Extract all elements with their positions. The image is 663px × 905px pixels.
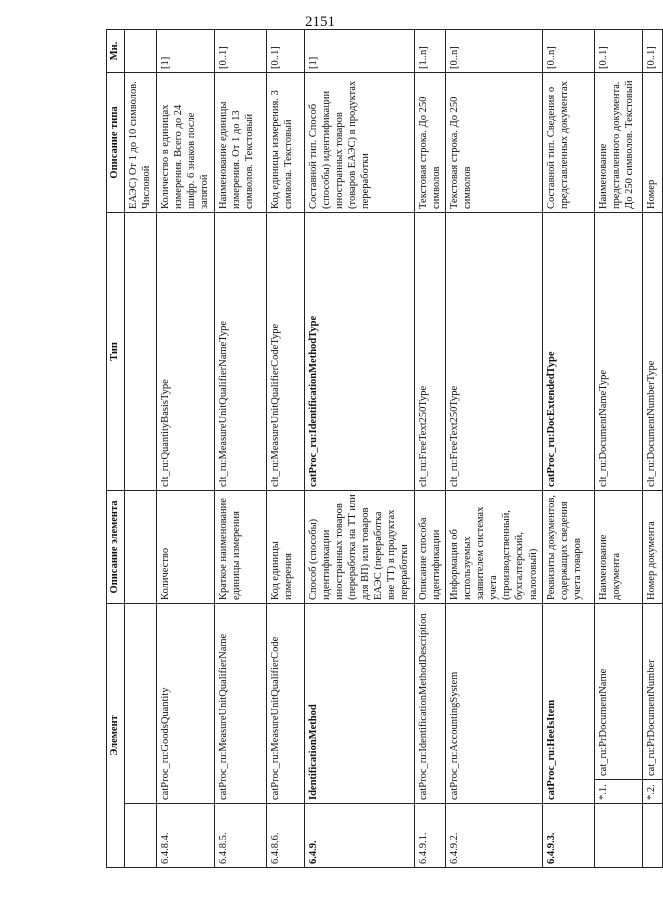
table-row	[445, 29, 542, 867]
cell-type-description: ЕАЭС) От 1 до 10 символов. Числовой	[125, 72, 157, 212]
cell-number	[125, 804, 157, 868]
cell-multiplicity	[125, 29, 157, 72]
cell-type-description: Текстовая строка. До 250 символов	[445, 72, 542, 212]
cell-element	[125, 603, 157, 803]
cell-element: catProc_ru:IdentificationMethodDescription	[414, 603, 445, 803]
elements-table	[106, 29, 663, 868]
cell-number	[642, 804, 662, 868]
table-row	[304, 29, 414, 867]
cell-element: catProc_ru:HeeIsItem	[542, 603, 594, 803]
cell-element: cat_ru:PrDocumentName	[594, 603, 642, 779]
cell-type-description: Номер	[642, 72, 662, 212]
cell-multiplicity: [0..1]	[214, 29, 266, 72]
cell-multiplicity: [0..1]	[642, 29, 662, 72]
cell-type	[125, 212, 157, 490]
cell-type-description: Наименование представленного документа. До 250 символов. Текстовый	[594, 72, 642, 212]
cell-number: 6.4.8.6.	[266, 804, 304, 868]
cell-multiplicity: [1..n]	[414, 29, 445, 72]
cell-multiplicity: [0..1]	[266, 29, 304, 72]
header-description: Описание элемента	[107, 490, 125, 603]
cell-description: Номер документа	[642, 490, 662, 603]
cell-element: catProc_ru:AccountingSystem	[445, 603, 542, 803]
table-row	[125, 29, 157, 867]
cell-type: clt_ru:FreeText250Type	[414, 212, 445, 490]
header-multiplicity: Мн.	[107, 29, 125, 72]
cell-subnumber: *.1.	[594, 780, 642, 804]
cell-type-description: Наименование единицы измерения. От 1 до 13 символов. Текстовый	[214, 72, 266, 212]
cell-type: clt_ru:MeasureUnitQualifierCodeType	[266, 212, 304, 490]
cell-description: Способ (способы) идентификации иностранных товаров (переработка на ТТ или для ВП) или товаров ЕАЭС (переработка вне ТТ) в продуктах переработки	[304, 490, 414, 603]
cell-number: 6.4.9.	[304, 804, 414, 868]
table-row	[594, 29, 642, 867]
table-row	[542, 29, 594, 867]
cell-description: Количество	[157, 490, 215, 603]
table-row	[642, 29, 662, 867]
cell-number: 6.4.8.5.	[214, 804, 266, 868]
cell-type: clt_ru:MeasureUnitQualifierNameType	[214, 212, 266, 490]
header-element: Элемент	[107, 603, 125, 867]
cell-number: 6.4.8.4.	[157, 804, 215, 868]
cell-multiplicity: [1]	[304, 29, 414, 72]
cell-number: 6.4.9.1.	[414, 804, 445, 868]
cell-type-description: Текстовая строка. До 250 символов	[414, 72, 445, 212]
cell-multiplicity: [0..1]	[594, 29, 642, 72]
cell-element: IdentificationMethod	[304, 603, 414, 803]
cell-description: Информация об используемых заявителем системах учета (производственный, бухгалтерский, налоговый)	[445, 490, 542, 603]
table-row	[414, 29, 445, 867]
page-number: 2151	[305, 14, 335, 30]
cell-description: Наименование документа	[594, 490, 642, 603]
rotated-table-container	[106, 28, 657, 868]
cell-description: Код единицы измерения	[266, 490, 304, 603]
cell-number: 6.4.9.2.	[445, 804, 542, 868]
cell-type: clt_ru:FreeText250Type	[445, 212, 542, 490]
cell-type: clt_ru:DocumentNameType	[594, 212, 642, 490]
cell-element: cat_ru:PrDocumentNumber	[642, 603, 662, 779]
table-row	[157, 29, 215, 867]
cell-multiplicity: [0..n]	[542, 29, 594, 72]
cell-type: clt_ru:DocumentNumberType	[642, 212, 662, 490]
cell-description: Описание способа идентификации	[414, 490, 445, 603]
cell-element: catProc_ru:MeasureUnitQualifierCode	[266, 603, 304, 803]
cell-description: Краткое наименование единицы измерения	[214, 490, 266, 603]
cell-type: clt_ru:QuantityBasisType	[157, 212, 215, 490]
cell-element: catProc_ru:MeasureUnitQualifierName	[214, 603, 266, 803]
header-type-description: Описание типа	[107, 72, 125, 212]
cell-type-description: Код единицы измерения. 3 символа. Текстовый	[266, 72, 304, 212]
cell-type: catProc_ru:DocExtendedType	[542, 212, 594, 490]
cell-element: catProc_ru:GoodsQuantity	[157, 603, 215, 803]
cell-multiplicity: [0..n]	[445, 29, 542, 72]
cell-description	[125, 490, 157, 603]
cell-type-description: Количество в единицах измерения. Всего до 24 шифр. 6 знаков после запятой	[157, 72, 215, 212]
table-row	[214, 29, 266, 867]
table-row	[266, 29, 304, 867]
cell-number	[594, 804, 642, 868]
cell-description: Реквизиты документов, содержащих сведения учета товаров	[542, 490, 594, 603]
cell-subnumber: *.2.	[642, 780, 662, 804]
header-type: Тип	[107, 212, 125, 490]
cell-type: catProc_ru:IdentificationMethodType	[304, 212, 414, 490]
table-header-row	[107, 29, 125, 867]
cell-type-description: Составной тип. Сведения о представленных документах	[542, 72, 594, 212]
cell-multiplicity: [1]	[157, 29, 215, 72]
cell-type-description: Составной тип. Способ (способы) идентификации иностранных товаров (товаров ЕАЭС) в продуктах переработки	[304, 72, 414, 212]
cell-number: 6.4.9.3.	[542, 804, 594, 868]
